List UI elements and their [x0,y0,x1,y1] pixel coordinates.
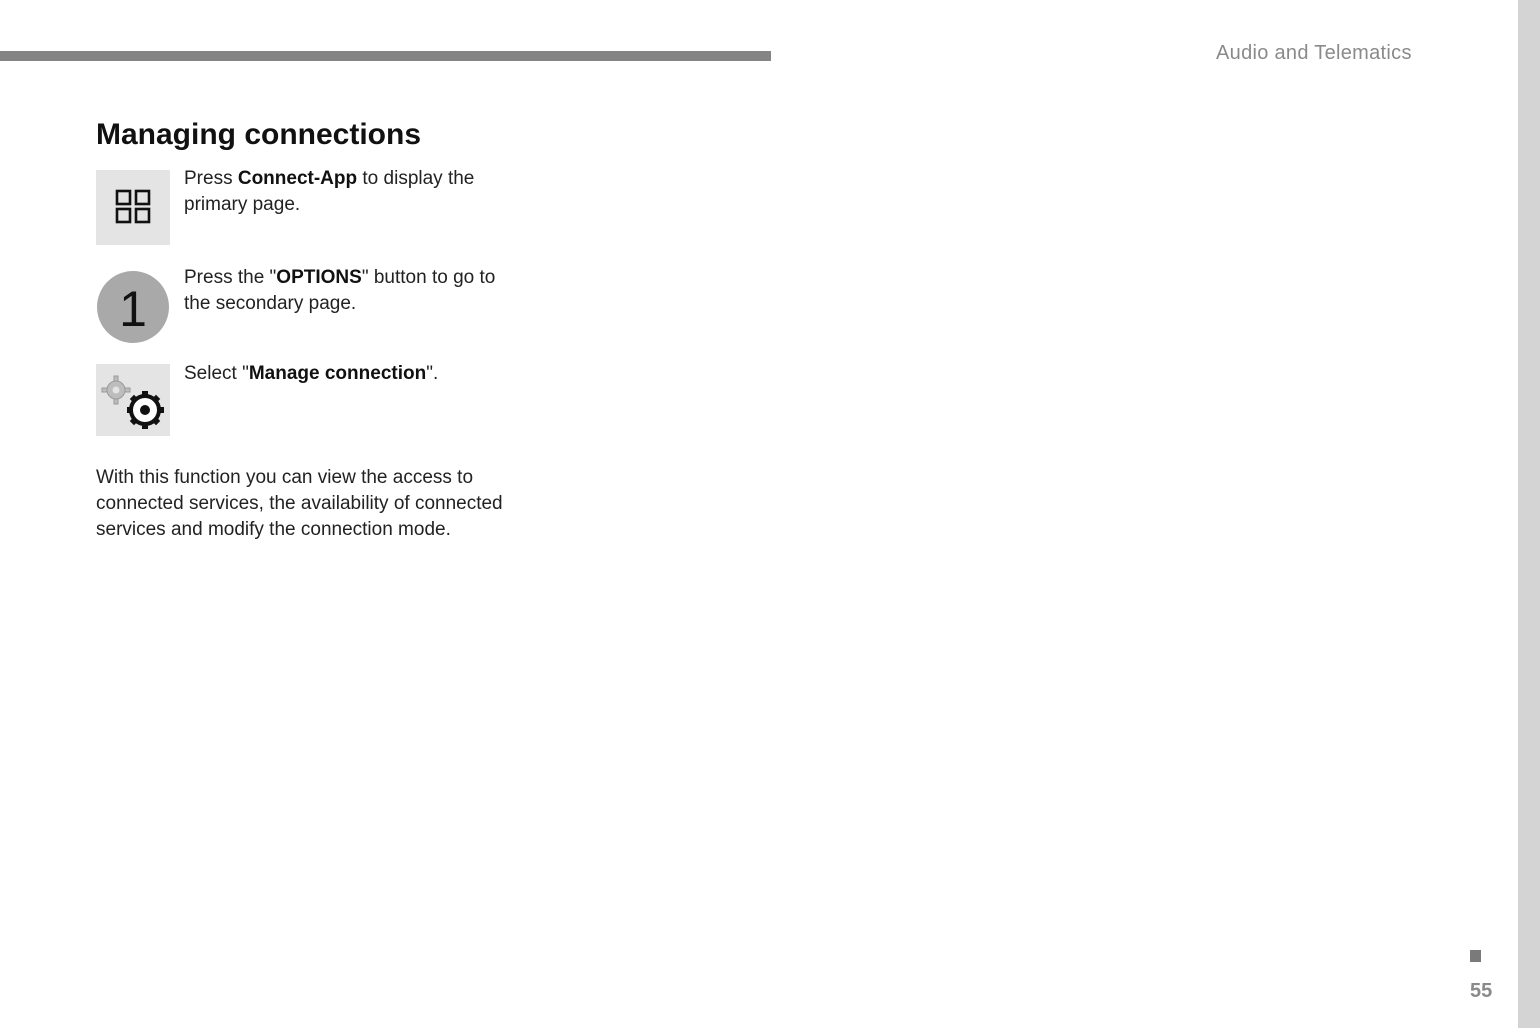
connect-app-grid-icon [96,170,170,245]
step-number: 1 [119,281,147,337]
step-2-text [184,265,495,317]
step-3-line-1: Select "Manage connection". [184,363,439,384]
number-one-icon [96,270,170,344]
section-title: Audio and Telematics [1216,42,1412,64]
step-1-line-1: Press Connect-App to display the [184,168,475,189]
step-2-line-1: Press the "OPTIONS" button to go to [184,267,496,288]
header-rule [0,51,771,61]
step-3-text [184,361,438,387]
step-1-line-2: primary page. [184,194,301,215]
step-2-line-2: the secondary page. [184,293,357,314]
manage-connection-label: Manage connection [248,363,427,384]
step-1-text [184,166,474,218]
page-heading: Managing connections [96,118,422,151]
description-paragraph: With this function you can view the access to connected services, the availability of connected services and modify the connection mode. [96,467,503,540]
connect-app-label: Connect-App [237,168,358,189]
settings-gears-icon [96,364,170,436]
page-number: 55 [1470,980,1493,1002]
page-edge-strip [1518,0,1540,1028]
options-label: OPTIONS [276,267,362,288]
page-marker [1470,950,1481,962]
